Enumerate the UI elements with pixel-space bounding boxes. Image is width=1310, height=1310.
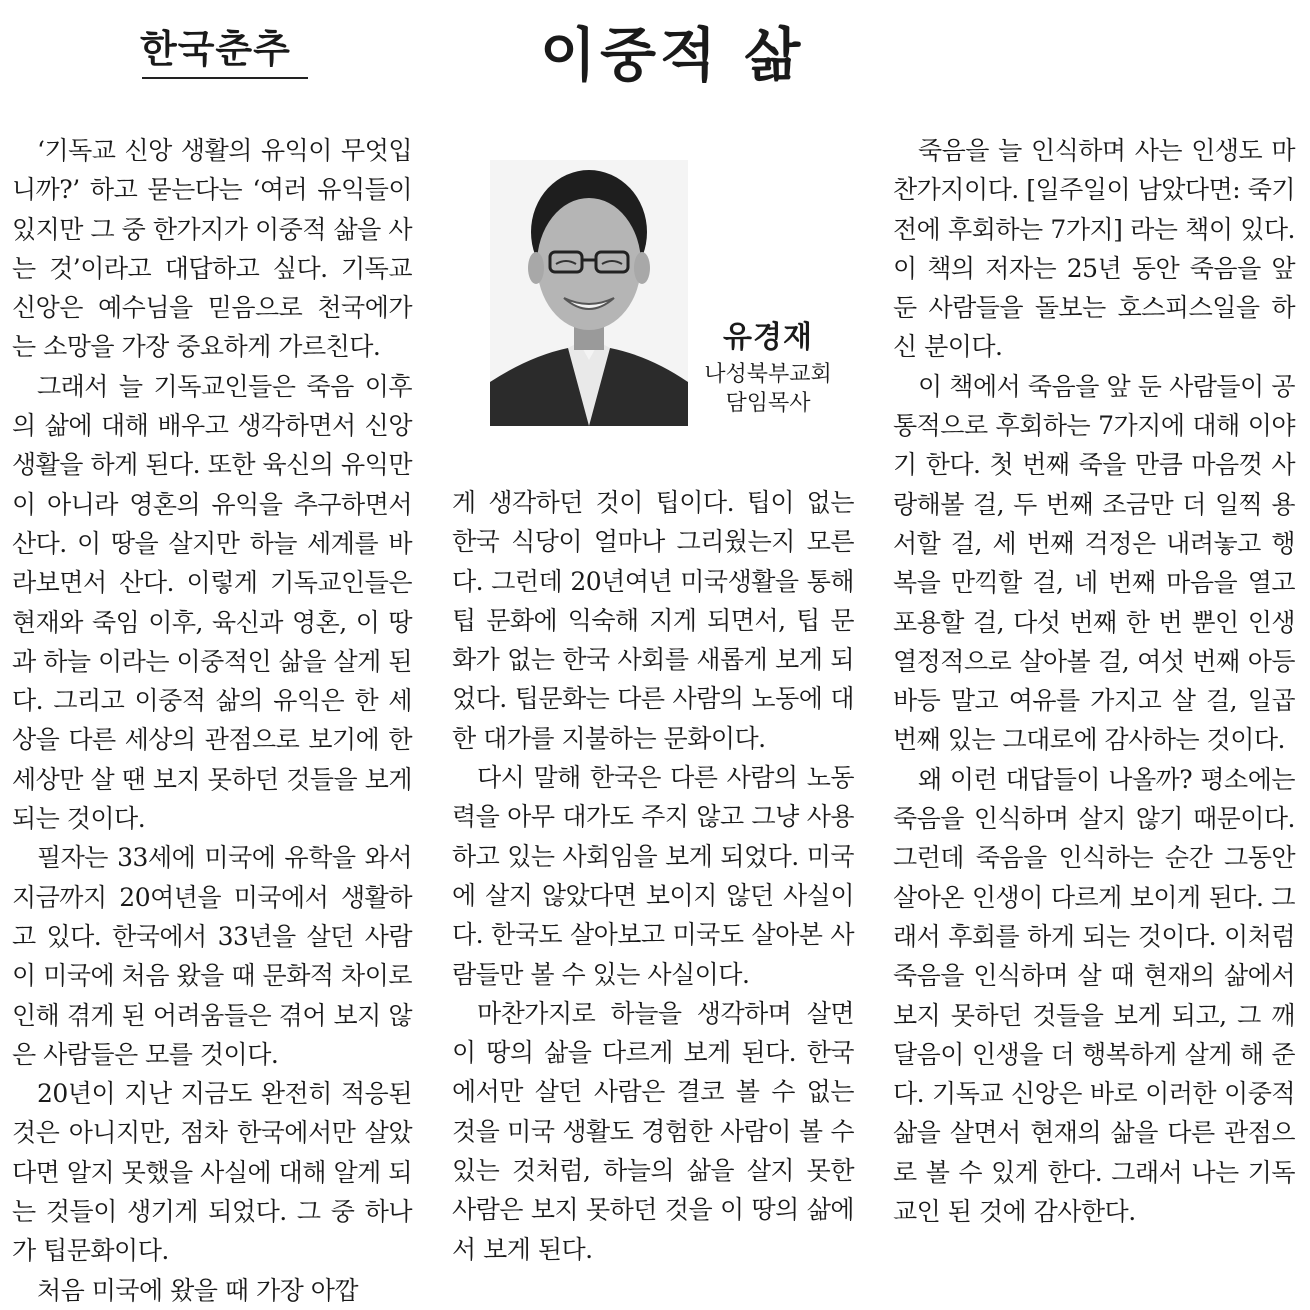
article-paragraph: 20년이 지난 지금도 완전히 적응된 것은 아니지만, 점차 한국에서만 살았다면 알지 못했을 사실에 대해 알게 되는 것들이 생기게 되었다. 그 중 하나가 팁문화이다. (12, 1079, 412, 1266)
article-column-1 (12, 131, 412, 1310)
article-column-3 (893, 131, 1295, 1231)
author-name: 유경재 (723, 320, 813, 355)
article-paragraph: 죽음을 늘 인식하며 사는 인생도 마찬가지이다. [일주일이 남았다면: 죽기 전에 후회하는 7가지] 라는 책이 있다. 이 책의 저자는 25년 동안 죽음을 앞둔 사람들을 돌보는 호스피스일을 하신 분이다. (893, 136, 1295, 362)
article-paragraph: ‘기독교 신앙 생활의 유익이 무엇입니까?’ 하고 묻는다는 ‘여러 유익들이 있지만 그 중 한가지가 이중적 삶을 사는 것’이라고 대답하고 싶다. 기독교 신앙은 예수님을 믿음으로 천국에가는 소망을 가장 중요하게 가르친다. (12, 136, 412, 362)
article-title: 이중적 삶 (540, 21, 805, 89)
author-position: 담임목사 (725, 391, 811, 416)
article-paragraph: 게 생각하던 것이 팁이다. 팁이 없는 한국 식당이 얼마나 그리웠는지 모른다. 그런데 20년여년 미국생활을 통해 팁 문화에 익숙해 지게 되면서, 팁 문화가 없는 한국 사회를 새롭게 보게 되었다. 팁문화는 다른 사람의 노동에 대한 대가를 지불하는 문화이다. (452, 488, 854, 753)
column-name: 한국춘추 (140, 27, 291, 71)
article-column-2 (452, 483, 854, 1269)
article-paragraph: 마찬가지로 하늘을 생각하며 살면 이 땅의 삶을 다르게 보게 된다. 한국에서만 살던 사람은 결코 볼 수 없는 것을 미국 생활도 경험한 사람이 볼 수 있는 것처럼, 하늘의 삶을 살지 못한 사람은 보지 못하던 것을 이 땅의 삶에서 보게 된다. (452, 998, 854, 1264)
article-paragraph: 다시 말해 한국은 다른 사람의 노동력을 아무 대가도 주지 않고 그냥 사용하고 있는 사회임을 보게 되었다. 미국에 살지 않았다면 보이지 않던 사실이다. 한국도 살아보고 미국도 살아본 사람들만 볼 수 있는 사실이다. (452, 763, 854, 989)
article-paragraph: 그래서 늘 기독교인들은 죽음 이후의 삶에 대해 배우고 생각하면서 신앙 생활을 하게 된다. 또한 육신의 유익만이 아니라 영혼의 유익을 추구하면서 산다. 이 땅을 살지만 하늘 세계를 바라보면서 산다. 이렇게 기독교인들은 현재와 죽임 이후, 육신과 영혼, 이 땅과 하늘 이라는 이중적인 삶을 살게 된다. 그리고 이중적 삶의 유익은 한 세상을 다른 세상의 관점으로 보기에 한 세상만 살 땐 보지 못하던 것들을 보게 되는 것이다. (12, 371, 412, 834)
article-paragraph: 왜 이런 대답들이 나올까? 평소에는 죽음을 인식하며 살지 않기 때문이다. 그런데 죽음을 인식하는 순간 그동안 살아온 인생이 다르게 보이게 된다. 그래서 후회를 하게 되는 것이다. 이처럼 죽음을 인식하며 살 때 현재의 삶에서 보지 못하던 것들을 보게 되고, 그 깨달음이 인생을 더 행복하게 살게 해 준다. 기독교 신앙은 바로 이러한 이중적 삶을 살면서 현재의 삶을 다른 관점으로 볼 수 있게 한다. 그래서 나는 기독교인 된 것에 감사한다. (893, 764, 1295, 1227)
column-name-underline (142, 77, 308, 79)
byline (698, 316, 838, 418)
article-paragraph: 이 책에서 죽음을 앞 둔 사람들이 공통적으로 후회하는 7가지에 대해 이야기 한다. 첫 번째 죽을 만큼 마음껏 사랑해볼 걸, 두 번째 조금만 더 일찍 용서할 걸, 세 번째 걱정은 내려놓고 행복을 만끽할 걸, 네 번째 마음을 열고 포용할 걸, 다섯 번째 한 번 뿐인 인생 열정적으로 살아볼 걸, 여섯 번째 아등바등 말고 여유를 가지고 살 걸, 일곱 번째 있는 그대로에 감사하는 것이다. (893, 371, 1295, 755)
article-paragraph: 처음 미국에 왔을 때 가장 아깝 (37, 1275, 359, 1305)
author-photo (490, 160, 688, 426)
article-paragraph: 필자는 33세에 미국에 유학을 와서 지금까지 20여년을 미국에서 생활하고 있다. 한국에서 33년을 살던 사람이 미국에 처음 왔을 때 문화적 차이로 인해 겪게 된 어려움들은 겪어 보지 않은 사람들은 모를 것이다. (12, 843, 412, 1069)
author-church: 나성북부교회 (704, 362, 832, 387)
